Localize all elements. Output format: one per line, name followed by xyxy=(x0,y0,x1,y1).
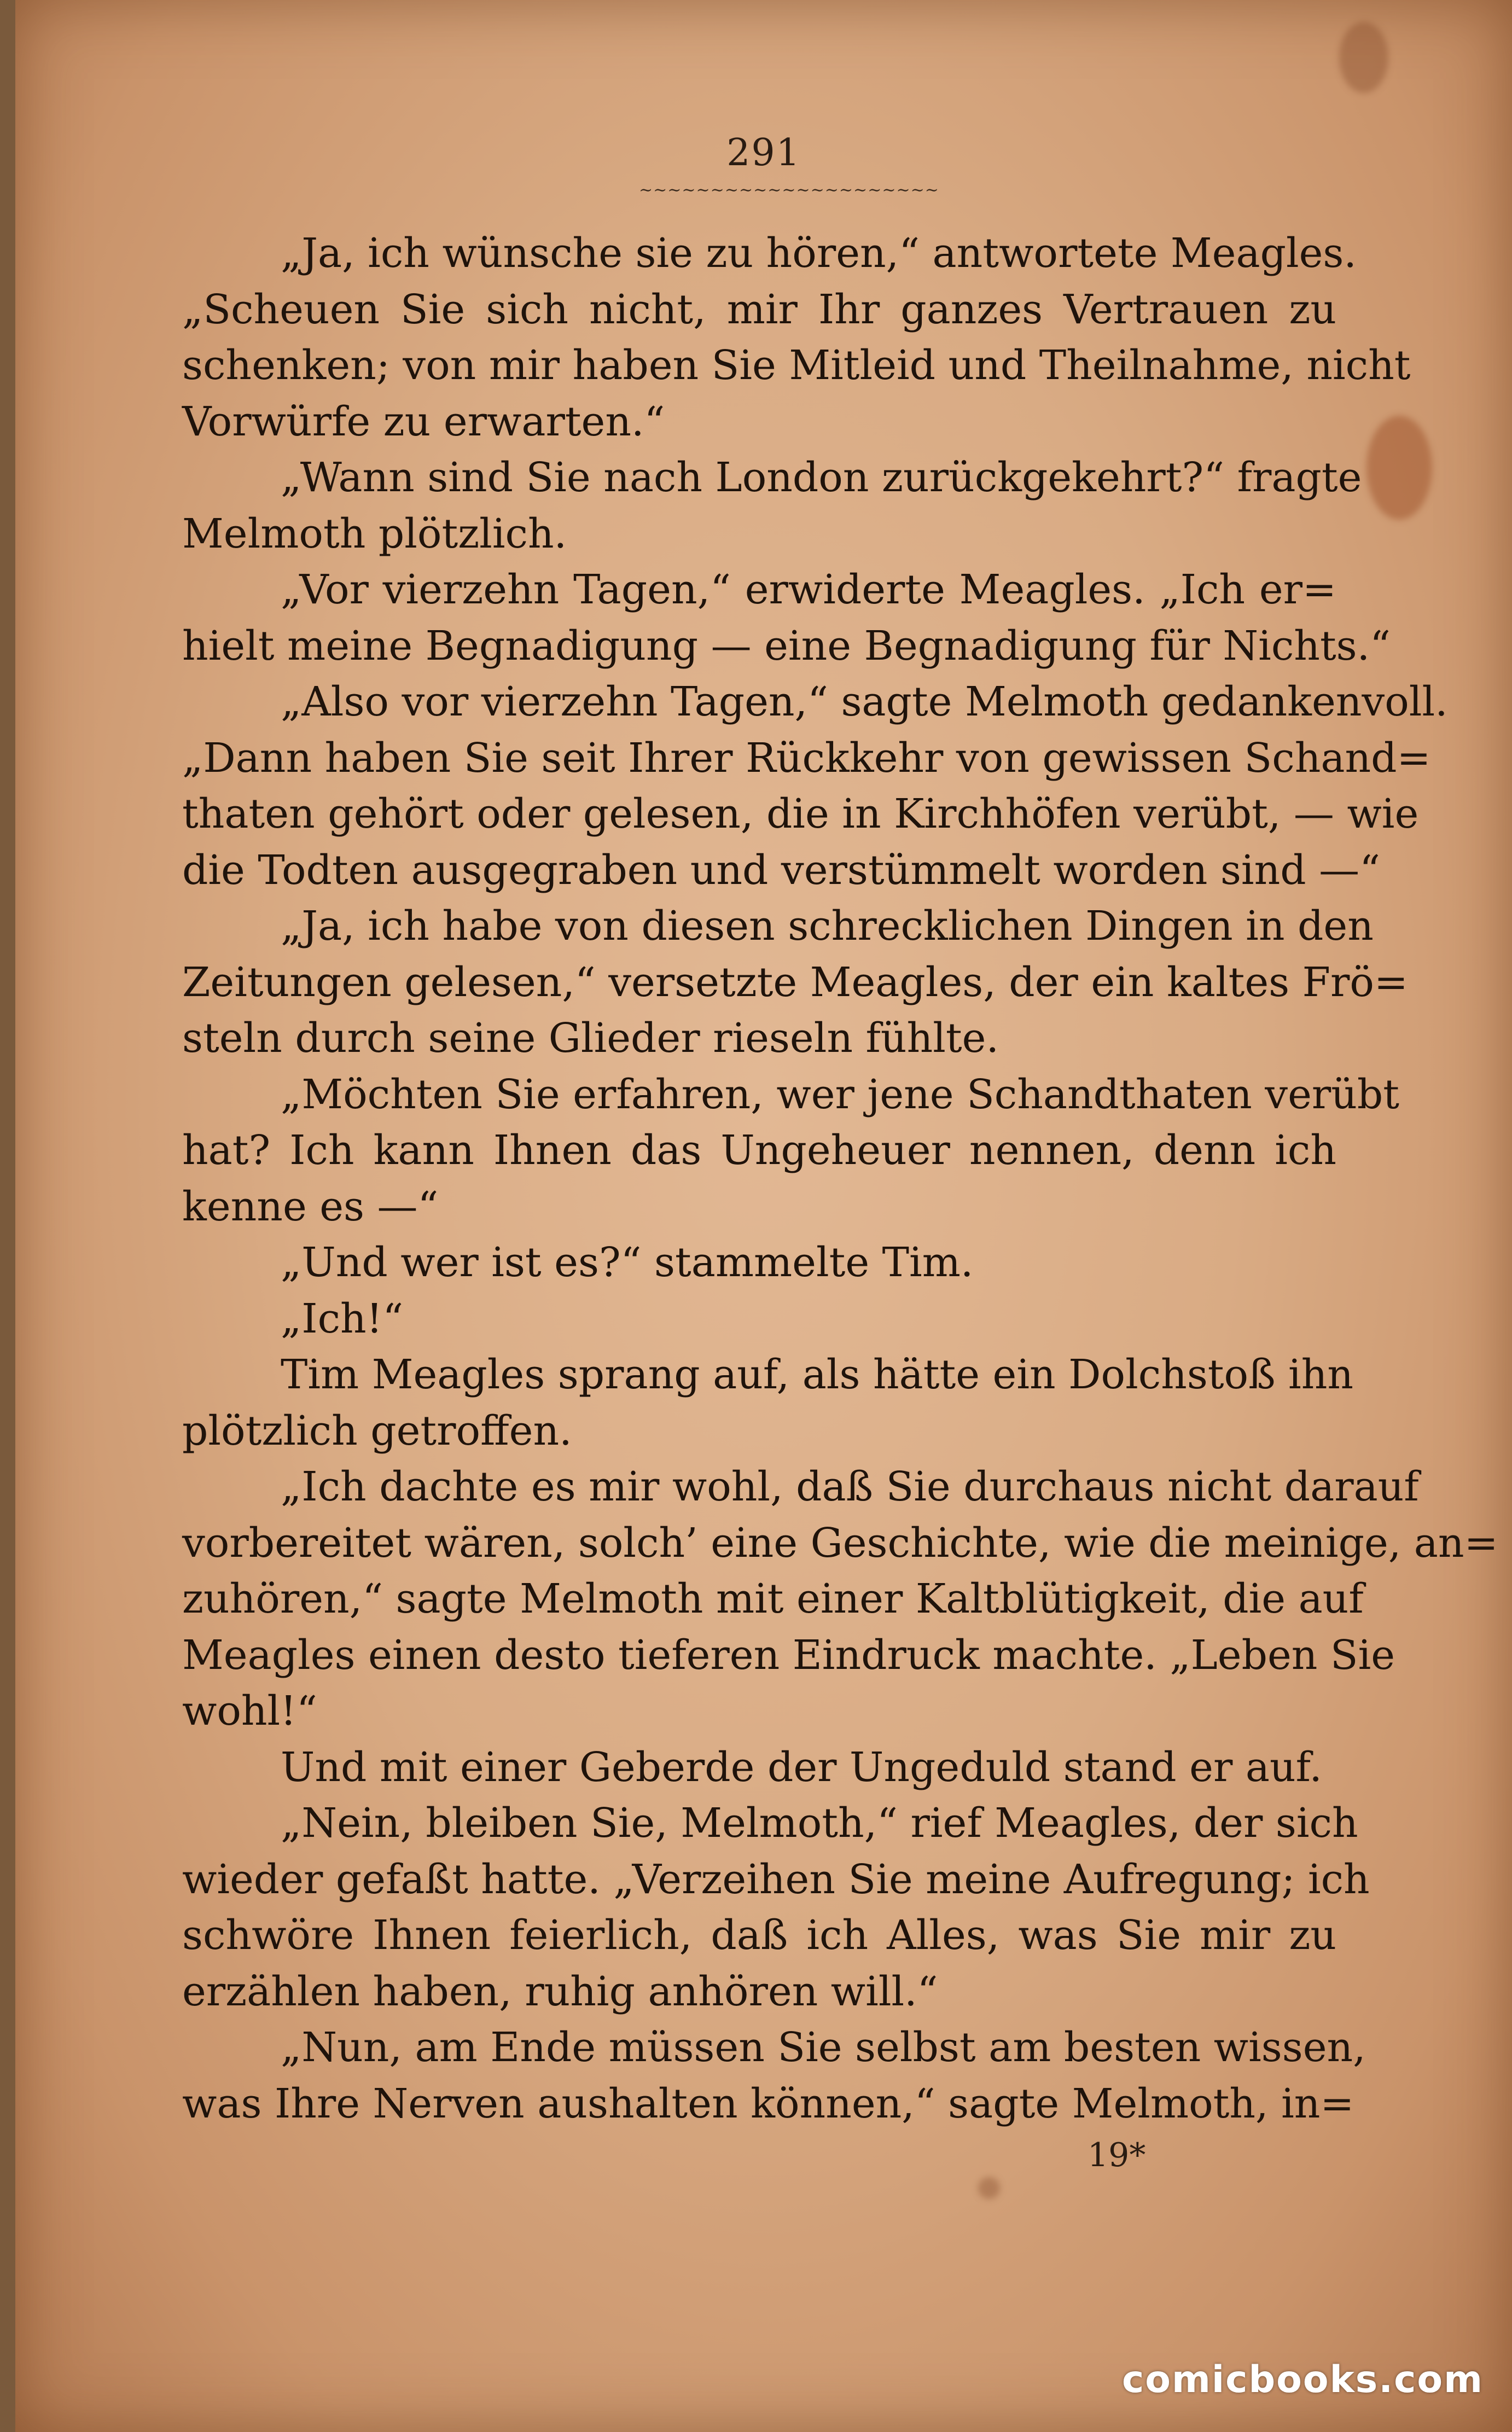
text-line: was Ihre Nerven aushalten können,“ sagte Melmoth, in= xyxy=(182,2080,1354,2127)
text-line: „Wann sind Sie nach London zurückgekehrt?“ fragte xyxy=(281,454,1362,501)
text-line: „Ich dachte es mir wohl, daß Sie durchaus nicht darauf xyxy=(281,1463,1419,1510)
text-line: steln durch seine Glieder rieseln fühlte. xyxy=(182,1015,999,1062)
text-line: „Ja, ich habe von diesen schrecklichen Dingen in den xyxy=(281,903,1374,950)
text-line: Und mit einer Geberde der Ungeduld stand er auf. xyxy=(281,1743,1322,1791)
text-line: wieder gefaßt hatte. „Verzeihen Sie meine Aufregung; ich xyxy=(182,1855,1370,1903)
text-line: thaten gehört oder gelesen, die in Kirchhöfen verübt, — wie xyxy=(182,790,1419,837)
text-line: „Ich!“ xyxy=(281,1295,404,1342)
text-line: „Nein, bleiben Sie, Melmoth,“ rief Meagles, der sich xyxy=(281,1800,1358,1847)
text-line: „Vor vierzehn Tagen,“ erwiderte Meagles. „Ich er= xyxy=(281,566,1336,613)
text-line: „Nun, am Ende müssen Sie selbst am besten wissen, xyxy=(281,2024,1366,2071)
signature-mark: 19* xyxy=(1088,2136,1146,2174)
paper-stain xyxy=(1339,22,1388,93)
text-line: kenne es —“ xyxy=(182,1183,439,1230)
text-line: Tim Meagles sprang auf, als hätte ein Dolchstoß ihn xyxy=(281,1351,1354,1398)
text-line: hielt meine Begnadigung — eine Begnadigung für Nichts.“ xyxy=(182,622,1391,670)
text-line: Meagles einen desto tieferen Eindruck machte. „Leben Sie xyxy=(182,1631,1395,1679)
text-line: „Also vor vierzehn Tagen,“ sagte Melmoth gedankenvoll. xyxy=(281,678,1448,725)
text-line: Zeitungen gelesen,“ versetzte Meagles, der ein kaltes Frö= xyxy=(182,958,1408,1006)
text-line: schenken; von mir haben Sie Mitleid und Theilnahme, nicht xyxy=(182,342,1411,389)
book-page xyxy=(15,0,1512,2432)
text-line: zuhören,“ sagte Melmoth mit einer Kaltblütigkeit, die auf xyxy=(182,1575,1364,1622)
text-line: die Todten ausgegraben und verstümmelt worden sind —“ xyxy=(182,846,1380,894)
watermark-logo: comicbooks.com xyxy=(1121,2358,1484,2401)
paper-stain xyxy=(1366,416,1432,520)
text-line: Melmoth plötzlich. xyxy=(182,510,567,557)
body-text xyxy=(182,225,1498,2132)
text-line: „Ja, ich wünsche sie zu hören,“ antwortete Meagles. xyxy=(281,230,1357,277)
text-line: „Und wer ist es?“ stammelte Tim. xyxy=(281,1239,974,1286)
text-line: hat? Ich kann Ihnen das Ungeheuer nennen, denn ich xyxy=(182,1127,1336,1174)
text-line: erzählen haben, ruhig anhören will.“ xyxy=(182,1968,938,2015)
text-line: wohl!“ xyxy=(182,1688,317,1735)
text-line: „Möchten Sie erfahren, wer jene Schandthaten verübt xyxy=(281,1070,1400,1118)
text-line: Vorwürfe zu erwarten.“ xyxy=(182,398,665,445)
text-line: schwöre Ihnen feierlich, daß ich Alles, was Sie mir zu xyxy=(182,1912,1336,1959)
header-ornament: ~~~~~~~~~~~~~~~~~~~~~ xyxy=(639,181,939,200)
page-number: 291 xyxy=(726,131,801,174)
text-line: „Scheuen Sie sich nicht, mir Ihr ganzes Vertrauen zu xyxy=(182,286,1336,333)
text-line: vorbereitet wären, solch’ eine Geschichte, wie die meinige, an= xyxy=(182,1519,1498,1567)
text-line: plötzlich getroffen. xyxy=(182,1407,572,1454)
text-line: „Dann haben Sie seit Ihrer Rückkehr von gewissen Schand= xyxy=(182,734,1431,782)
paper-stain xyxy=(978,2177,1000,2199)
